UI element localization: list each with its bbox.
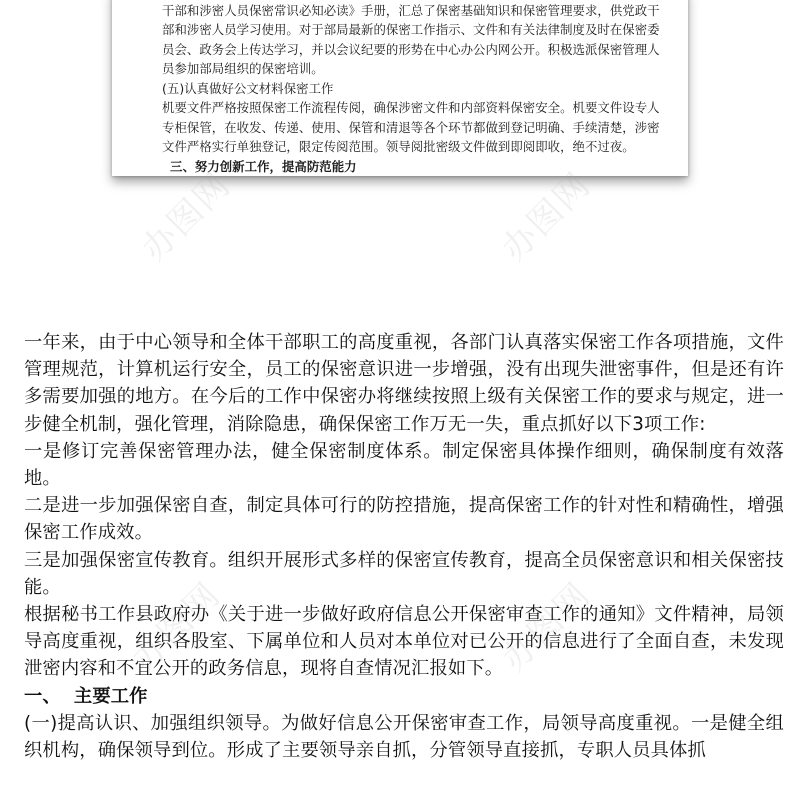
main-body xyxy=(24,329,784,764)
watermark: 办图网 xyxy=(134,164,239,270)
snapshot-line: 员会、政务会上传达学习，并以会议纪要的形势在中心办公内网公开。积极选派保密管理人 xyxy=(162,41,660,57)
document-snapshot xyxy=(112,0,688,176)
watermark: 办图网 xyxy=(124,574,229,680)
snapshot-subheading: (五)认真做好公文材料保密工作 xyxy=(162,80,334,96)
snapshot-text xyxy=(162,0,672,176)
paragraph: 一是修订完善保密管理办法，健全保密制度体系。制定保密具体操作细则，确保制度有效落地。 xyxy=(24,440,784,490)
snapshot-line: 干部和涉密人员保密常识必知必读》手册，汇总了保密基础知识和保密管理要求，供党政干 xyxy=(162,2,660,18)
snapshot-line: 机要文件严格按照保密工作流程传阅，确保涉密文件和内部资料保密安全。机要文件设专人 xyxy=(162,100,660,115)
watermark: 办图网 xyxy=(494,164,599,270)
snapshot-line: 员参加部局组织的保密培训。 xyxy=(162,61,324,76)
snapshot-line: 文件严格实行单独登记，限定传阅范围。领导阅批密级文件做到即阅即收，绝不过夜。 xyxy=(162,139,635,154)
paragraph: 三是加强保密宣传教育。组织开展形式多样的保密宣传教育，提高全员保密意识和相关保密技能。 xyxy=(24,549,784,598)
snapshot-line: 专柜保管，在收发、传递、使用、保管和清退等各个环节都做到登记明确、手续清楚，涉密 xyxy=(162,119,660,135)
paragraph: 根据秘书工作县政府办《关于进一步做好政府信息公开保密审查工作的通知》文件精神，局领导高度重视，组织各股室、下属单位和人员对本单位对已公开的信息进行了全面自查，未发现泄密内容和不宜公开的政务信息，现将自查情况汇报如下。 xyxy=(24,604,784,680)
snapshot-line: 部和涉密人员学习使用。对于部局最新的保密工作指示、文件和有关法律制度及时在保密委 xyxy=(162,22,660,37)
paragraph: 二是进一步加强保密自查，制定具体可行的防控措施，提高保密工作的针对性和精确性，增强保密工作成效。 xyxy=(24,495,784,544)
snapshot-section-heading: 三、努力创新工作，提高防范能力 xyxy=(170,158,357,174)
section-heading: 一、 主要工作 xyxy=(24,685,148,707)
watermark: 办图网 xyxy=(494,574,599,680)
paragraph: (一)提高认识、加强组织领导。为做好信息公开保密审查工作，局领导高度重视。一是健全组织机构，确保领导到位。形成了主要领导亲自抓，分管领导直接抓，专职人员具体抓 xyxy=(24,712,784,762)
paragraph: 一年来，由于中心领导和全体干部职工的高度重视，各部门认真落实保密工作各项措施，文件管理规范，计算机运行安全，员工的保密意识进一步增强，没有出现失泄密事件，但是还有许多需要加强的地方。在今后的工作中保密办将继续按照上级有关保密工作的要求与规定，进一步健全机制，强化管理，消除隐患，确保保密工作万无一失，重点抓好以下3项工作: xyxy=(24,332,784,435)
